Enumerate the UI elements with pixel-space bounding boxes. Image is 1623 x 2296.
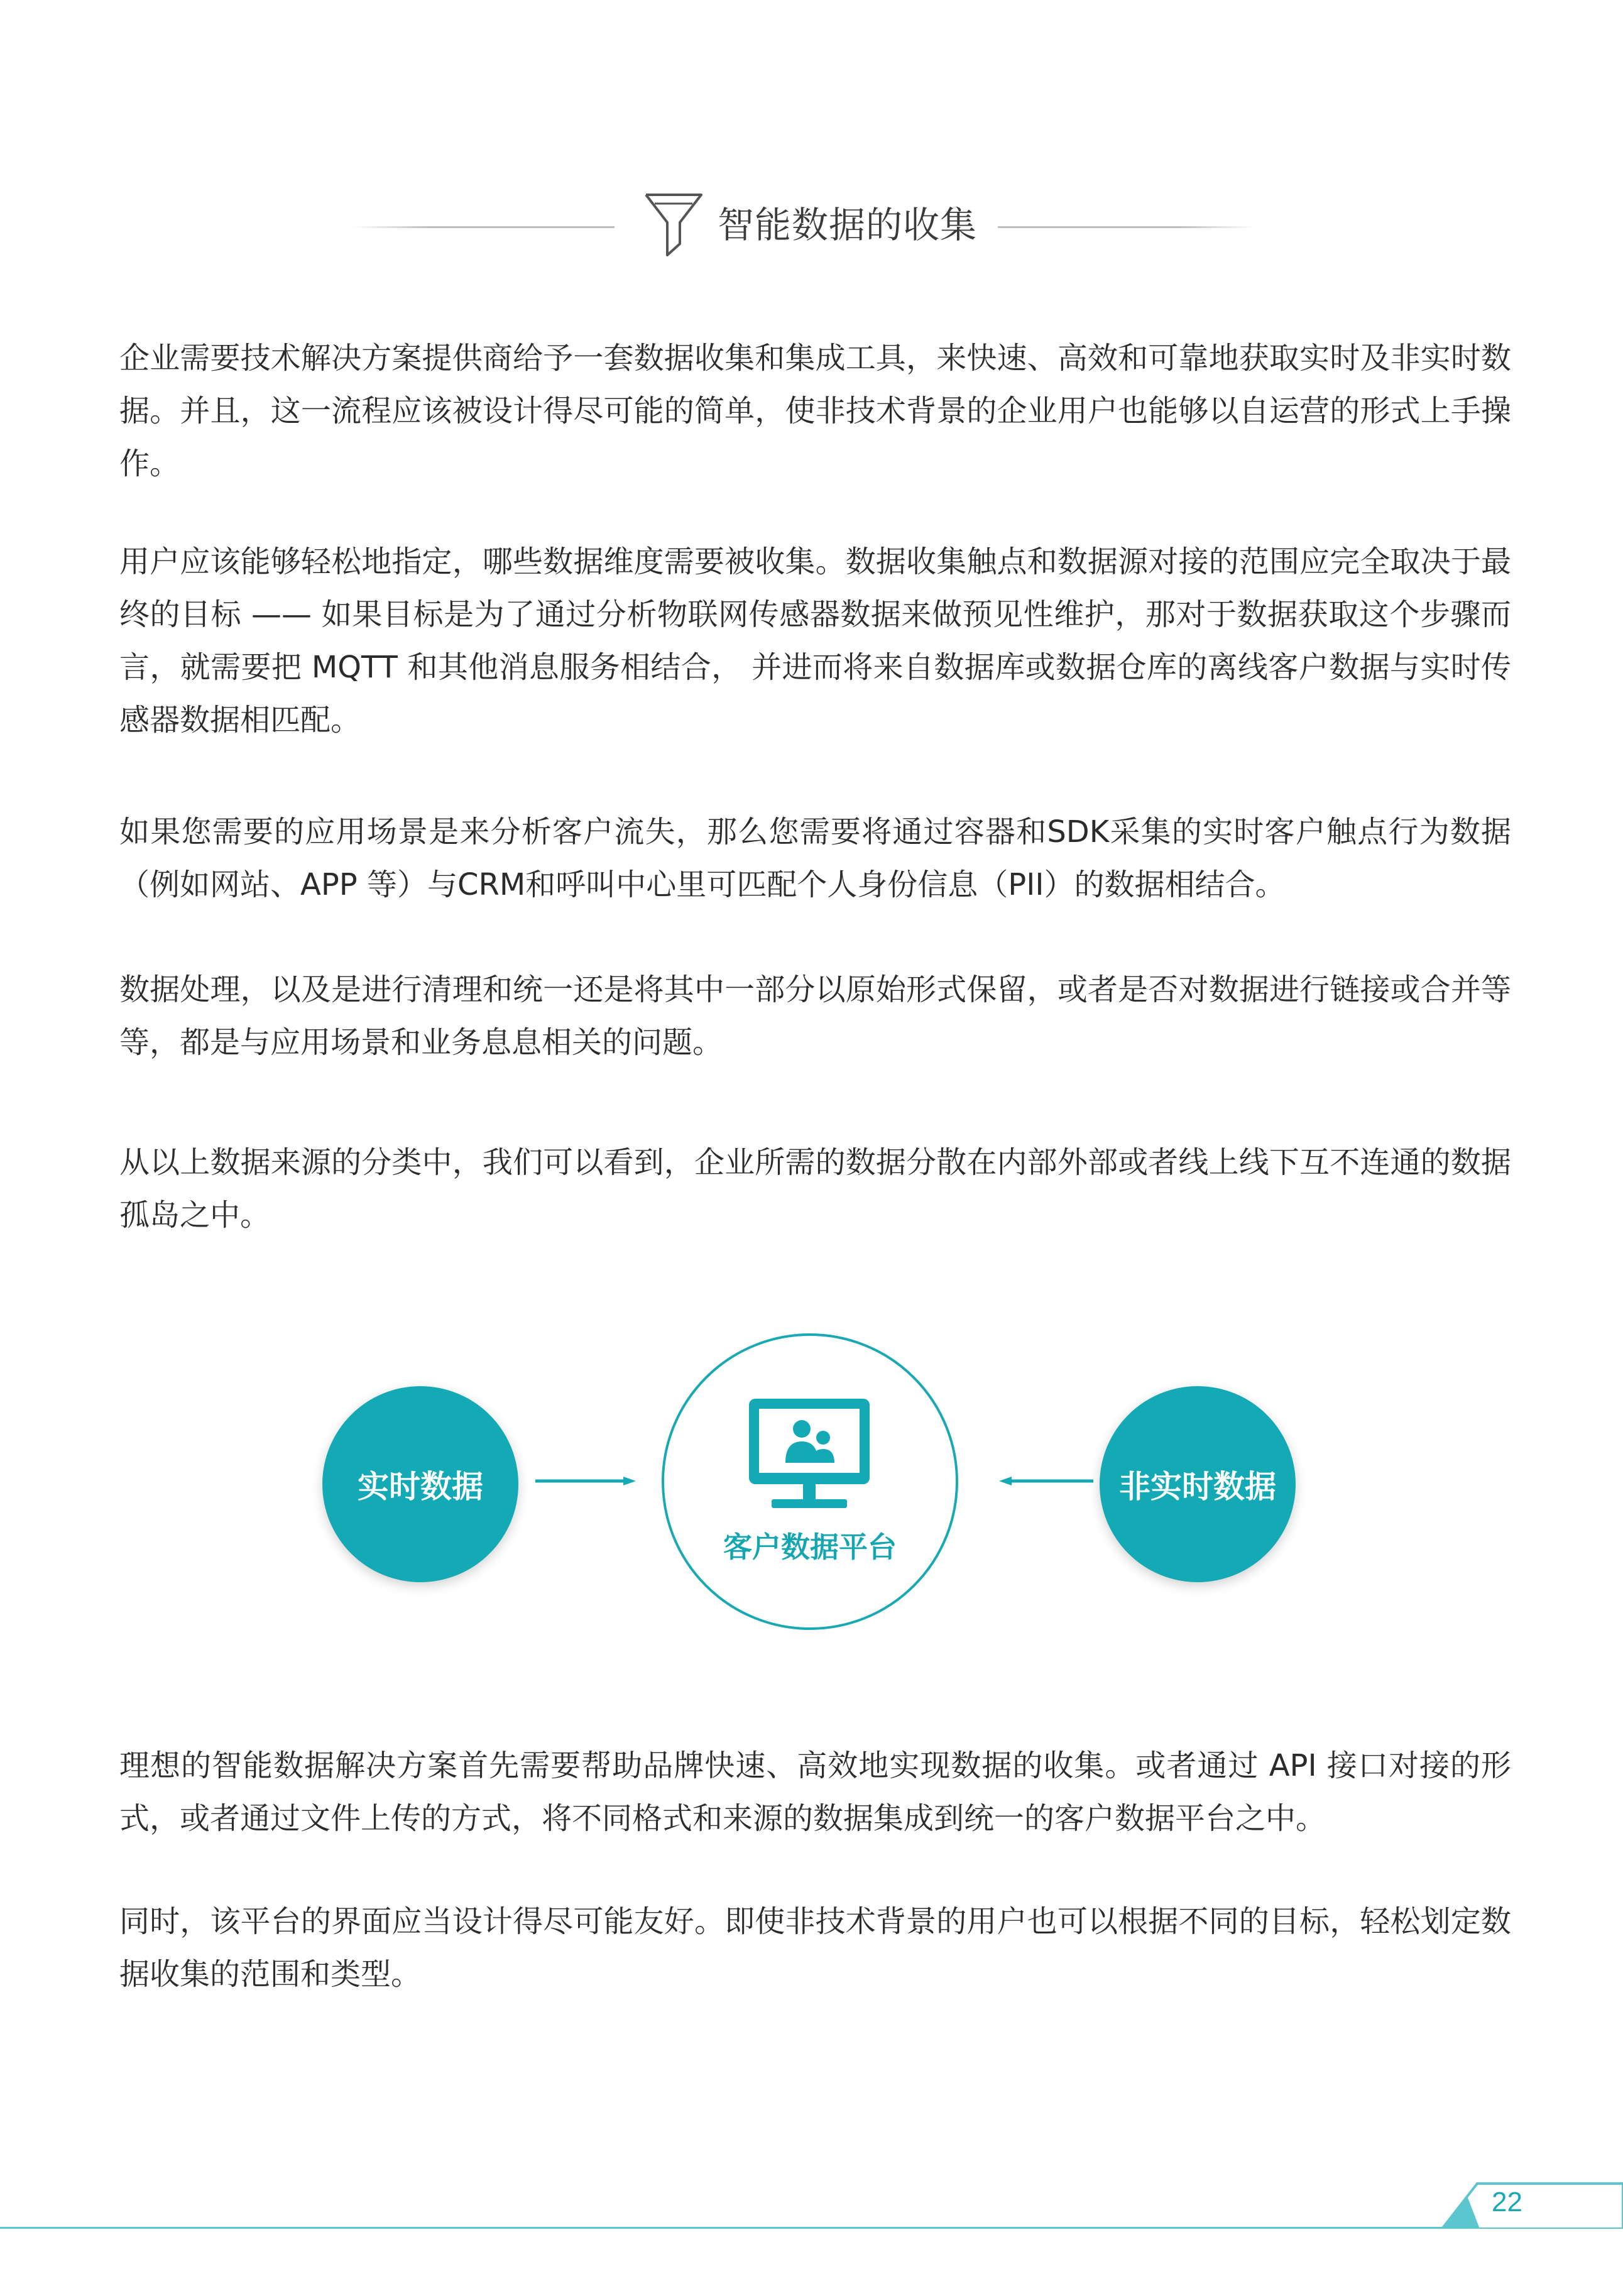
paragraph: 理想的智能数据解决方案首先需要帮助品牌快速、高效地实现数据的收集。或者通过 API 接口对接的形式，或者通过文件上传的方式，将不同格式和来源的数据集成到统一的客户数据平台之中。 <box>119 1748 1511 1836</box>
monitor-users-icon <box>746 1396 872 1516</box>
header-divider-right <box>998 226 1255 228</box>
arrow-left-icon <box>999 1477 1093 1485</box>
data-flow-diagram <box>0 1332 1623 1646</box>
arrow-right-icon <box>535 1477 636 1485</box>
paragraph: 同时，该平台的界面应当设计得尽可能友好。即使非技术背景的用户也可以根据不同的目标，轻松划定数据收集的范围和类型。 <box>119 1904 1511 1992</box>
footer-rule <box>0 2227 1623 2229</box>
paragraph: 如果您需要的应用场景是来分析客户流失，那么您需要将通过容器和SDK采集的实时客户触点行为数据（例如网站、APP 等）与CRM和呼叫中心里可匹配个人身份信息（PII）的数据相结合。 <box>119 814 1511 902</box>
non-realtime-data-node <box>1100 1386 1296 1582</box>
realtime-data-label: 实时数据 <box>358 1468 483 1505</box>
header-divider-left <box>352 226 615 228</box>
page-number: 22 <box>1492 2187 1522 2217</box>
funnel-icon <box>642 190 705 258</box>
realtime-data-node <box>322 1386 518 1582</box>
customer-data-platform-node <box>662 1333 958 1630</box>
customer-data-platform-label: 客户数据平台 <box>723 1530 897 1564</box>
non-realtime-data-label: 非实时数据 <box>1119 1468 1276 1505</box>
paragraph: 用户应该能够轻松地指定，哪些数据维度需要被收集。数据收集触点和数据源对接的范围应完全取决于最终的目标 —— 如果目标是为了通过分析物联网传感器数据来做预见性维护，那对于数据获取这个步骤而言，就需要把 MQTT 和其他消息服务相结合， 并进而将来自数据库或数据仓库的离线客户数据与实时传感器数据相匹配。 <box>119 544 1511 738</box>
paragraph: 企业需要技术解决方案提供商给予一套数据收集和集成工具，来快速、高效和可靠地获取实时及非实时数据。并且，这一流程应该被设计得尽可能的简单，使非技术背景的企业用户也能够以自运营的形式上手操作。 <box>119 341 1511 481</box>
paragraph: 从以上数据来源的分类中，我们可以看到，企业所需的数据分散在内部外部或者线上线下互不连通的数据孤岛之中。 <box>119 1145 1511 1233</box>
section-title: 智能数据的收集 <box>718 204 978 246</box>
page-tab-shape <box>1442 2177 1623 2229</box>
paragraph: 数据处理，以及是进行清理和统一还是将其中一部分以原始形式保留，或者是否对数据进行链接或合并等等，都是与应用场景和业务息息相关的问题。 <box>119 972 1511 1060</box>
